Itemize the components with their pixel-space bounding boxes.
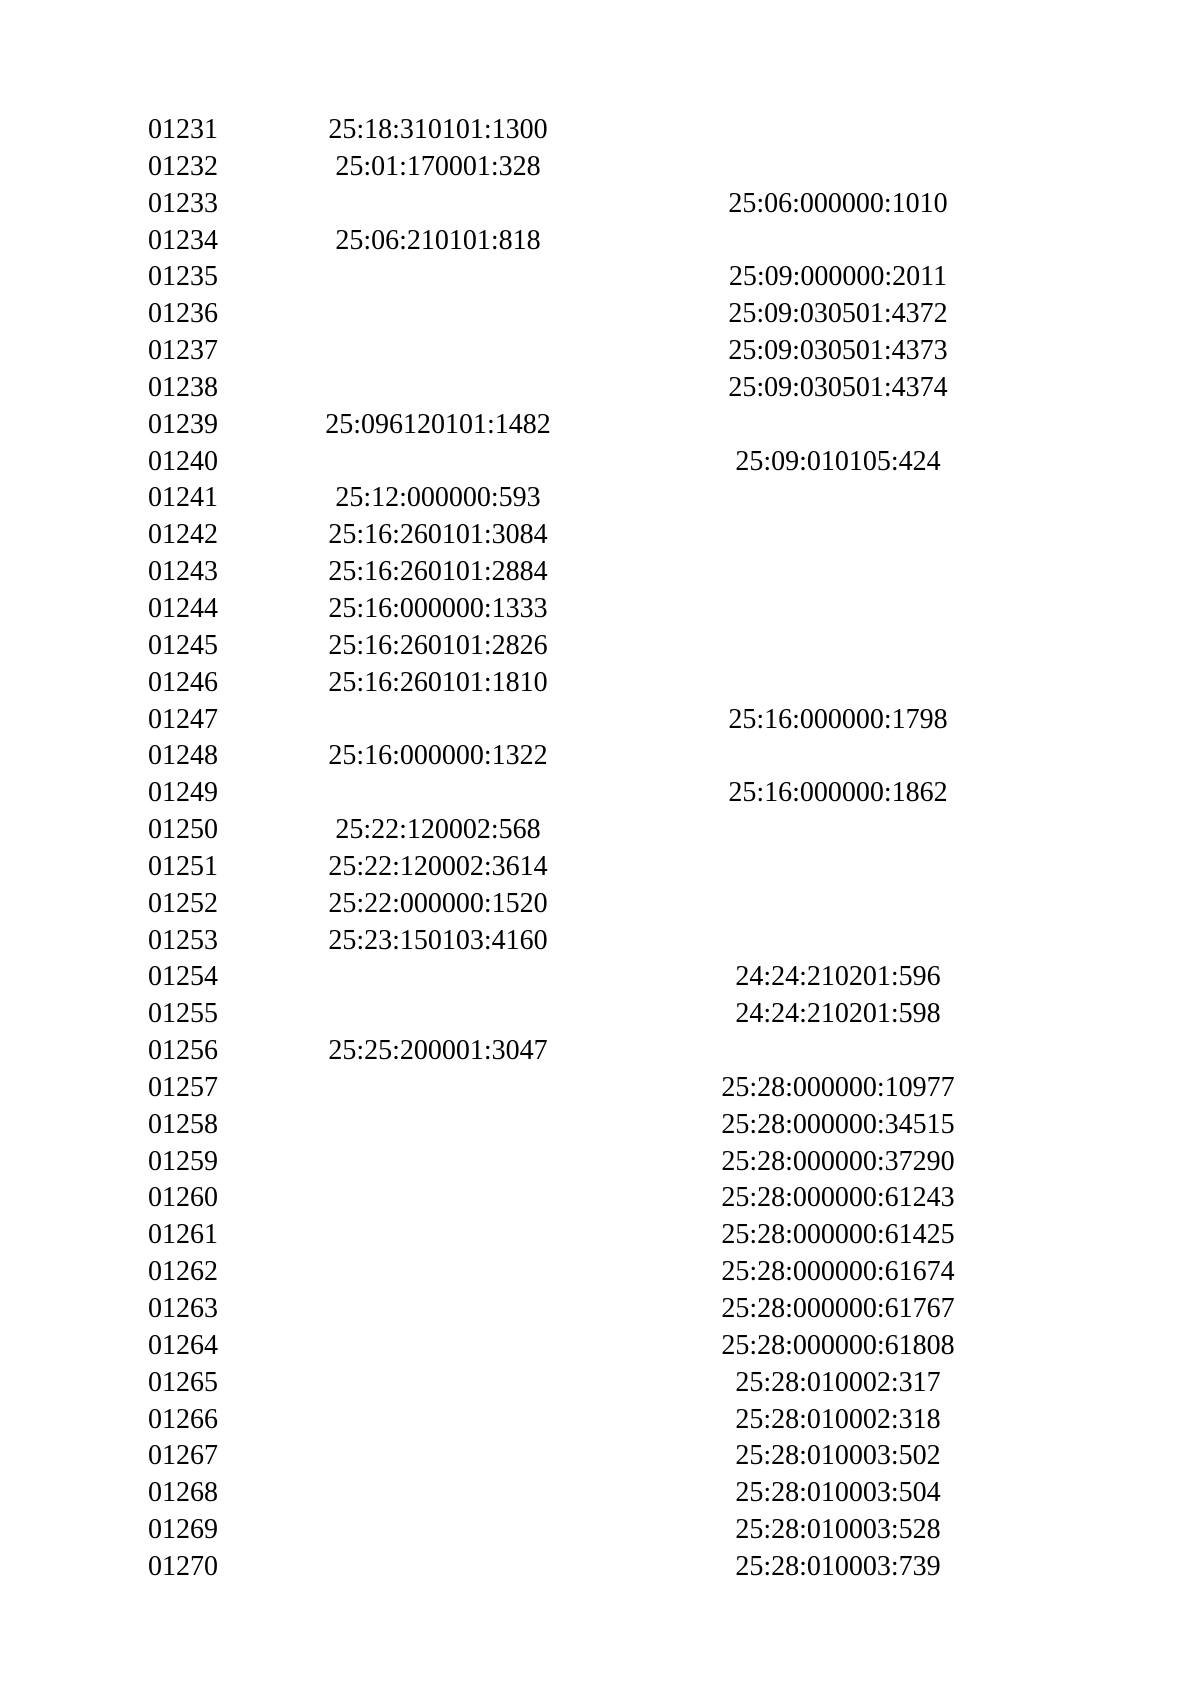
- row-number: 01265: [148, 1366, 218, 1398]
- table-row: [148, 959, 968, 996]
- table-row: [148, 1144, 968, 1181]
- row-number: 01244: [148, 592, 218, 624]
- row-number: 01257: [148, 1071, 218, 1103]
- row-number: 01248: [148, 740, 218, 772]
- table-row: [148, 296, 968, 333]
- cadastral-number-left: 25:16:260101:2826: [328, 629, 548, 661]
- table-row: [148, 554, 968, 591]
- cadastral-number-left: 25:25:200001:3047: [328, 1035, 548, 1067]
- cadastral-number-right: 25:28:010003:502: [735, 1440, 941, 1472]
- row-number: 01270: [148, 1550, 218, 1582]
- cadastral-number-right: 25:28:000000:10977: [721, 1071, 955, 1103]
- table-row: [148, 849, 968, 886]
- table-row: [148, 1512, 968, 1549]
- cadastral-number-right: 25:09:030501:4374: [728, 371, 948, 403]
- table-row: [148, 702, 968, 739]
- cadastral-number-right: 25:28:000000:61243: [721, 1182, 955, 1214]
- cadastral-number-right: 25:28:010003:739: [735, 1550, 941, 1582]
- cadastral-number-right: 25:16:000000:1862: [728, 777, 948, 809]
- table-row: [148, 407, 968, 444]
- row-number: 01241: [148, 482, 218, 514]
- table-row: [148, 1254, 968, 1291]
- cadastral-number-left: 25:22:000000:1520: [328, 887, 548, 919]
- table-row: [148, 1070, 968, 1107]
- row-number: 01264: [148, 1329, 218, 1361]
- cadastral-number-left: 25:16:260101:3084: [328, 519, 548, 551]
- table-row: [148, 1475, 968, 1512]
- row-number: 01234: [148, 224, 218, 256]
- table-row: [148, 591, 968, 628]
- cadastral-number-left: 25:18:310101:1300: [328, 114, 548, 145]
- table-row: [148, 259, 968, 296]
- row-number: 01245: [148, 629, 218, 661]
- row-number: 01268: [148, 1477, 218, 1509]
- table-row: [148, 480, 968, 517]
- row-number: 01259: [148, 1145, 218, 1177]
- table-row: [148, 1217, 968, 1254]
- row-number: 01260: [148, 1182, 218, 1214]
- cadastral-number-left: 25:16:000000:1333: [328, 592, 548, 624]
- row-number: 01251: [148, 850, 218, 882]
- table-row: [148, 186, 968, 223]
- cadastral-number-right: 25:09:000000:2011: [728, 261, 948, 293]
- row-number: 01235: [148, 261, 218, 293]
- row-number: 01247: [148, 703, 218, 735]
- cadastral-number-right: 25:28:000000:37290: [721, 1145, 955, 1177]
- cadastral-number-left: 25:096120101:1482: [325, 408, 551, 440]
- table-row: [148, 223, 968, 260]
- row-number: 01254: [148, 961, 218, 993]
- table-row: [148, 628, 968, 665]
- cadastral-number-right: 25:28:000000:34515: [721, 1108, 955, 1140]
- cadastral-number-right: 25:28:000000:61674: [721, 1256, 955, 1288]
- row-number: 01236: [148, 298, 218, 330]
- table-row: [148, 1438, 968, 1475]
- cadastral-number-right: 25:16:000000:1798: [728, 703, 948, 735]
- row-number: 01255: [148, 998, 218, 1030]
- table-row: [148, 517, 968, 554]
- row-number: 01266: [148, 1403, 218, 1435]
- cadastral-number-left: 25:16:000000:1322: [328, 740, 548, 772]
- cadastral-number-right: 25:28:010003:528: [735, 1514, 941, 1546]
- row-number: 01250: [148, 814, 218, 846]
- row-number: 01238: [148, 371, 218, 403]
- cadastral-number-left: 25:06:210101:818: [335, 224, 541, 256]
- row-number: 01261: [148, 1219, 218, 1251]
- cadastral-number-right: 25:28:000000:61767: [721, 1293, 955, 1324]
- row-number: 01249: [148, 777, 218, 809]
- cadastral-number-right: 24:24:210201:598: [735, 998, 941, 1030]
- cadastral-number-left: 25:23:150103:4160: [328, 924, 548, 956]
- row-number: 01262: [148, 1256, 218, 1288]
- row-number: 01242: [148, 519, 218, 551]
- table-row: [148, 775, 968, 812]
- table-row: [148, 112, 968, 149]
- row-number: 01267: [148, 1440, 218, 1472]
- table-row: [148, 886, 968, 923]
- cadastral-number-right: 25:28:010002:318: [735, 1403, 941, 1435]
- cadastral-number-left: 25:16:260101:1810: [328, 666, 548, 698]
- row-number: 01258: [148, 1108, 218, 1140]
- row-number: 01246: [148, 666, 218, 698]
- cadastral-number-right: 25:06:000000:1010: [728, 187, 948, 219]
- cadastral-number-right: 25:28:000000:61425: [721, 1219, 955, 1251]
- row-number: 01239: [148, 408, 218, 440]
- table-row: [148, 923, 968, 960]
- cadastral-number-left: 25:01:170001:328: [335, 150, 541, 182]
- row-number: 01233: [148, 187, 218, 219]
- cadastral-number-left: 25:22:120002:568: [335, 814, 541, 846]
- table-row: [148, 812, 968, 849]
- cadastral-number-left: 25:16:260101:2884: [328, 556, 548, 588]
- row-number: 01237: [148, 335, 218, 367]
- row-number: 01252: [148, 887, 218, 919]
- table-row: [148, 333, 968, 370]
- table-row: [148, 1107, 968, 1144]
- row-number: 01253: [148, 924, 218, 956]
- table-row: [148, 1180, 968, 1217]
- cadastral-number-left: 25:12:000000:593: [335, 482, 541, 514]
- cadastral-number-left: 25:22:120002:3614: [328, 850, 548, 882]
- table-row: [148, 738, 968, 775]
- table-row: [148, 665, 968, 702]
- table-row: [148, 1365, 968, 1402]
- cadastral-number-right: 24:24:210201:596: [735, 961, 941, 993]
- cadastral-number-right: 25:28:010003:504: [735, 1477, 941, 1509]
- table-row: [148, 1549, 968, 1586]
- table-row: [148, 1402, 968, 1439]
- row-number: 01256: [148, 1035, 218, 1067]
- table-row: [148, 370, 968, 407]
- row-number: 01240: [148, 445, 218, 477]
- table-row: [148, 1291, 968, 1328]
- cadastral-number-right: 25:28:000000:61808: [721, 1329, 955, 1361]
- cadastral-number-right: 25:09:010105:424: [735, 445, 941, 477]
- table-row: [148, 1033, 968, 1070]
- row-number: 01232: [148, 150, 218, 182]
- table-row: [148, 149, 968, 186]
- table-row: [148, 1328, 968, 1365]
- table-row: [148, 444, 968, 481]
- cadastral-number-right: 25:09:030501:4373: [728, 335, 948, 367]
- row-number: 01263: [148, 1293, 218, 1324]
- cadastral-number-right: 25:28:010002:317: [735, 1366, 941, 1398]
- records-table: [148, 112, 968, 1586]
- row-number: 01231: [148, 114, 218, 145]
- row-number: 01269: [148, 1514, 218, 1546]
- row-number: 01243: [148, 556, 218, 588]
- cadastral-number-right: 25:09:030501:4372: [728, 298, 948, 330]
- table-row: [148, 996, 968, 1033]
